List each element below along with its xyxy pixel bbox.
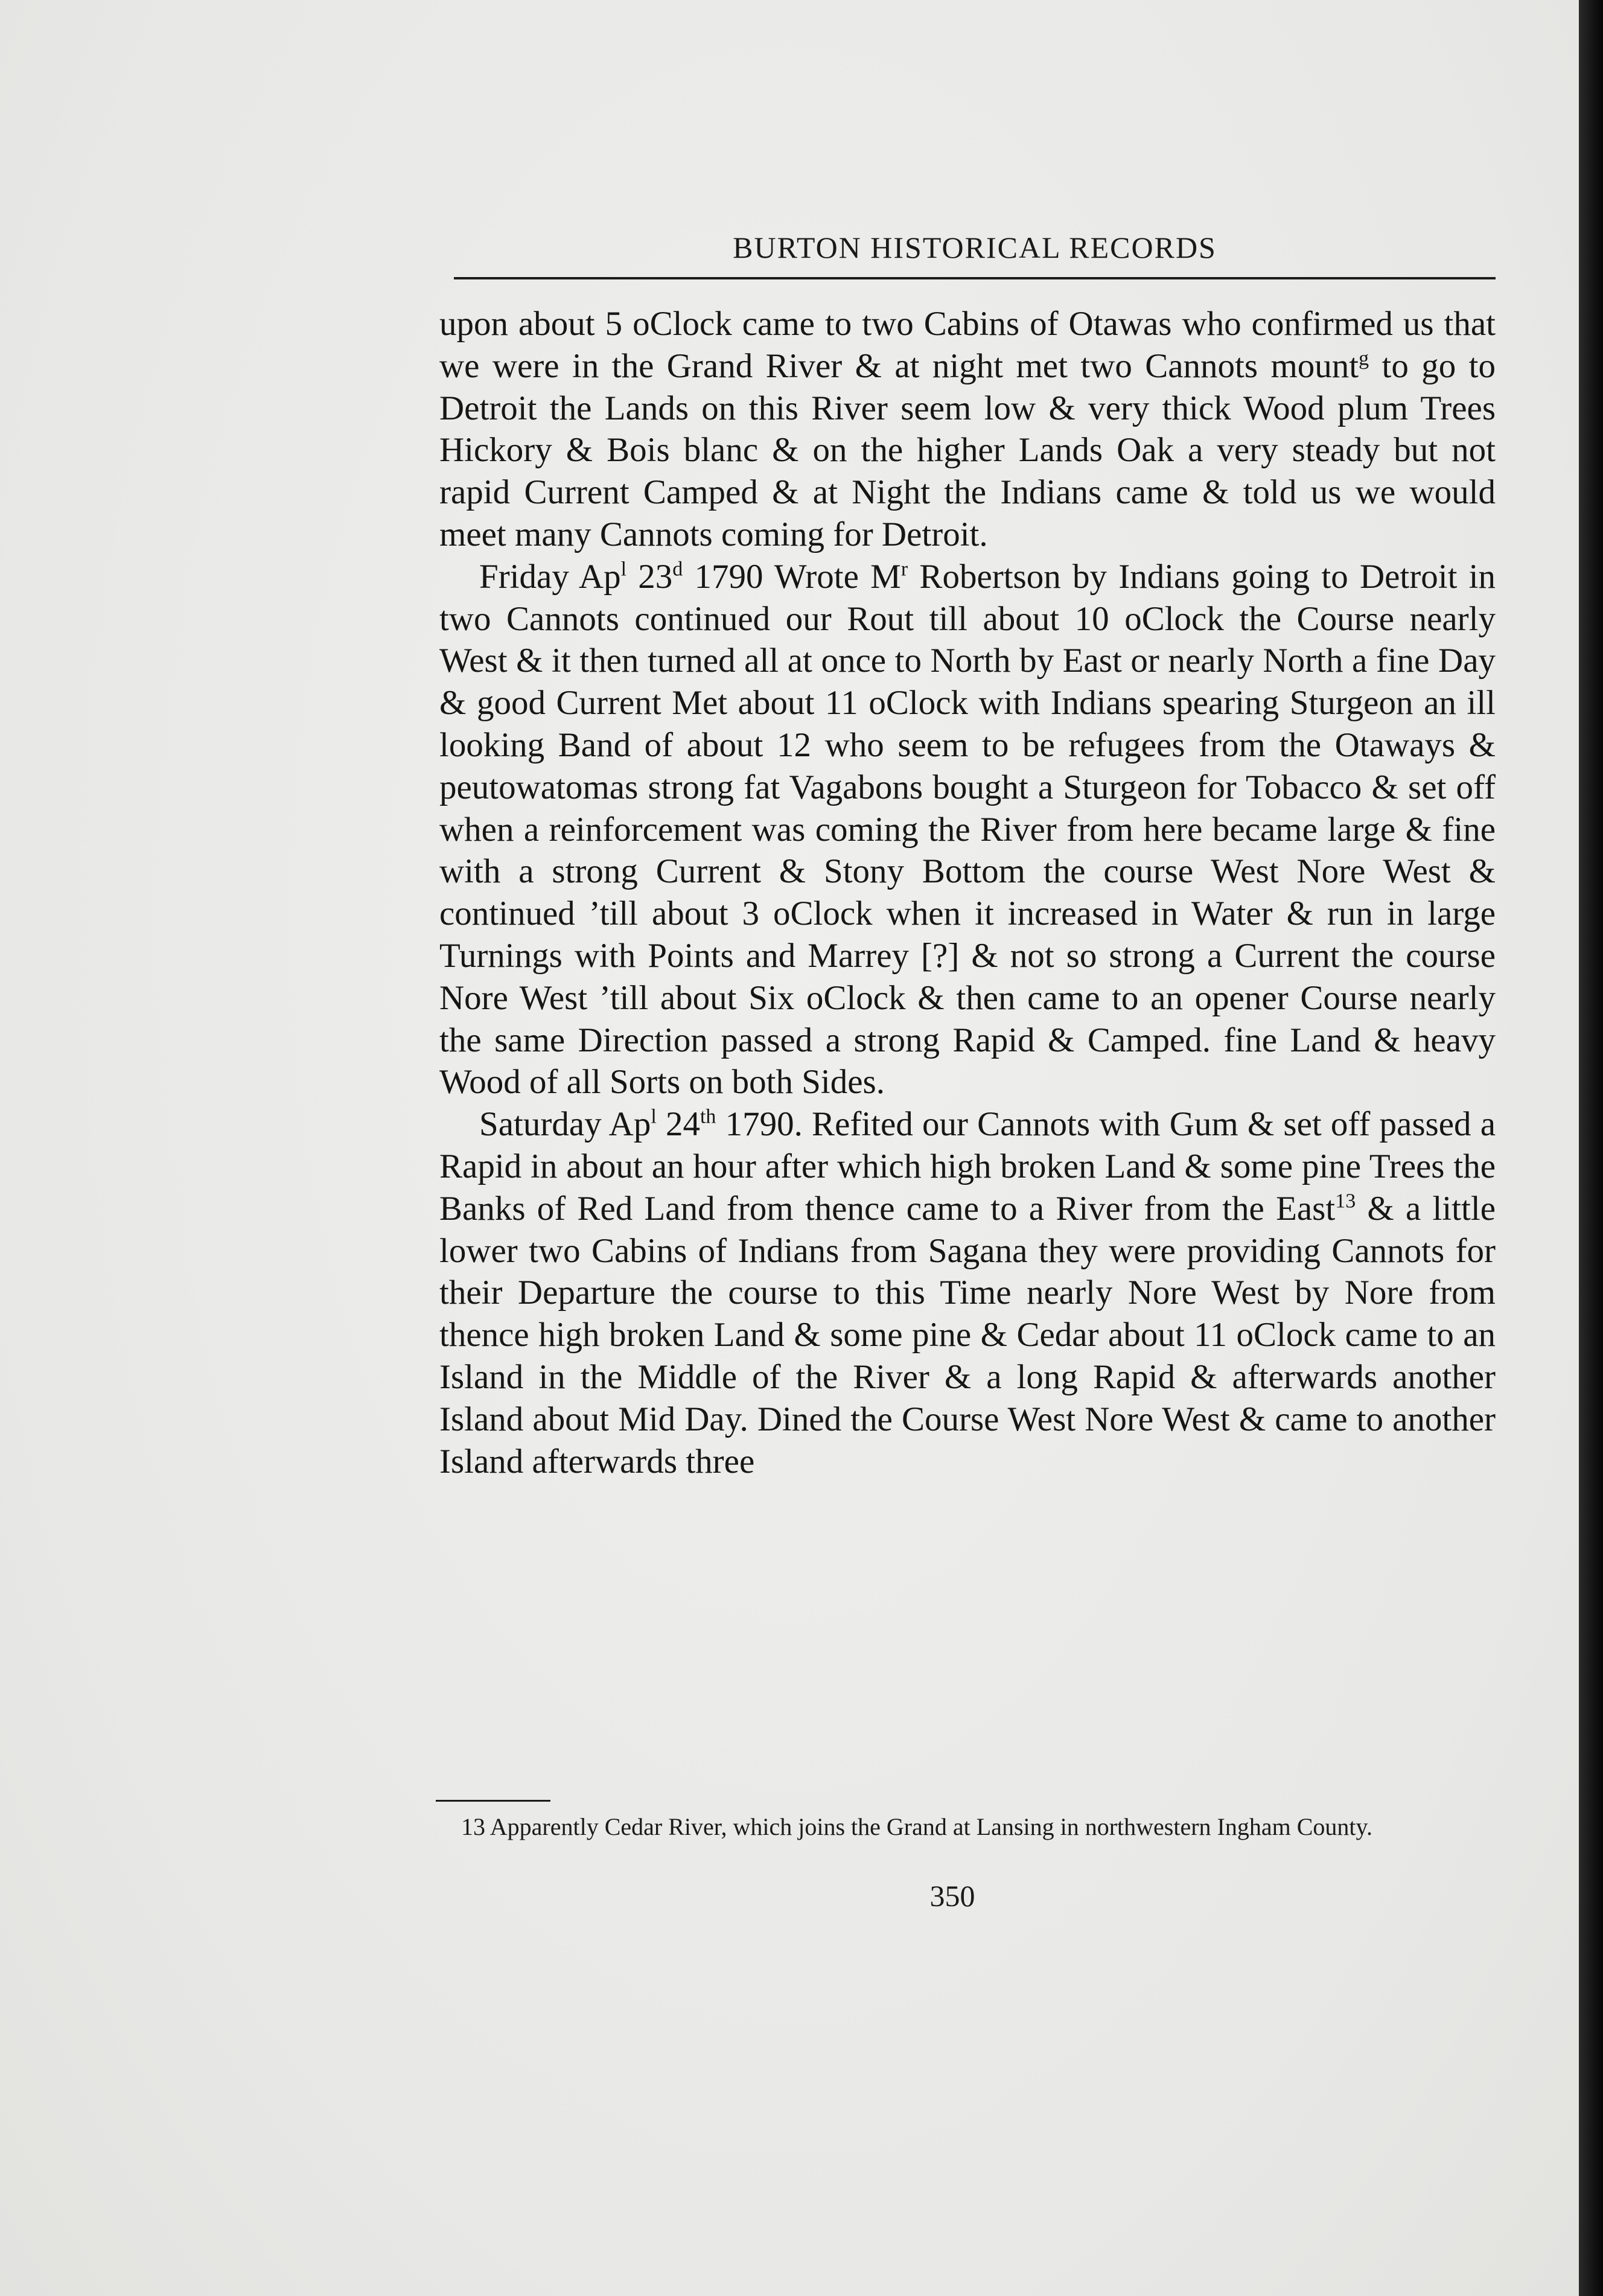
- paragraph-3-text: Saturday Ap: [479, 1105, 651, 1144]
- paragraph-2: [439, 556, 1496, 1103]
- page-number: 350: [929, 1879, 975, 1913]
- paragraph-3-text: & a little lower two Cabins of Indians from Sagana they were providing Cannots for their Departure the course to this Time nearly Nore West by Nore from thence high broken Land & some pine & Cedar about 11 oClock came to an Island in the Middle of the River & a long Rapid & afterwards another Island about Mid Day. Dined the Course West Nore West & came to another Island afterwards three: [439, 1189, 1496, 1481]
- superscript: g: [1359, 347, 1369, 370]
- superscript: l: [651, 1105, 657, 1128]
- paragraph-2-text: Robertson by Indians going to Detroit in two Cannots continued our Rout till about 10 oClock the Course nearly West & it then turned all at once to North by East or nearly North a fine Day & good Current Met about 11 oClock with Indians spearing Sturgeon an ill looking Band of about 12 who seem to be refugees from the Otaways & peutowatomas strong fat Vagabons bought a Sturgeon for Tobacco & set off when a reinforcement was coming the River from here became large & fine with a strong Current & Stony Bottom the course West Nore West & continued ’till about 3 oClock when it increased in Water & run in large Turnings with Points and Marrey [?] & not so strong a Current the course Nore West ’till about Six oClock & then came to an opener Course nearly the same Direction passed a strong Rapid & Camped. fine Land & heavy Wood of all Sorts on both Sides.: [439, 557, 1496, 1102]
- footnote-rule: [436, 1800, 550, 1802]
- superscript: th: [700, 1105, 716, 1128]
- running-title: BURTON HISTORICAL RECORDS: [733, 231, 1217, 264]
- body-text: [439, 303, 1496, 1482]
- scan-edge-shadow: [1579, 0, 1603, 2296]
- footnote-number: 13: [461, 1813, 485, 1840]
- running-head: [454, 226, 1496, 279]
- paragraph-1-text-cont: to go to Detroit the Lands on this River seem low & very thick Wood plum Trees Hickory & Bois blanc & on the higher Lands Oak a very steady but not rapid Current Camped & at Night the Indians came & told us we would meet many Cannots coming for Detroit.: [439, 346, 1496, 553]
- footnote-text: Apparently Cedar River, which joins the Grand at Lansing in northwestern Ingham County.: [485, 1813, 1372, 1840]
- paragraph-3-text: 24: [656, 1105, 700, 1144]
- footnote: [436, 1814, 1476, 1840]
- paragraph-2-text: Friday Ap: [479, 557, 621, 596]
- paragraph-2-text: 23: [626, 557, 673, 596]
- paragraph-3: [439, 1103, 1496, 1482]
- footnote-reference: 13: [1335, 1190, 1356, 1213]
- paragraph-2-text: 1790 Wrote M: [683, 557, 901, 596]
- paragraph-1: [439, 303, 1496, 556]
- superscript: l: [620, 558, 627, 581]
- paragraph-1-text: upon about 5 oClock came to two Cabins of Otawas who confirmed us that we were in the Grand River & at night met two Cannots mount: [439, 305, 1496, 385]
- superscript: r: [900, 558, 908, 581]
- paragraph-3-text: 1790. Refited our Cannots with Gum & set off passed a Rapid in about an hour after which high broken Land & some pine Trees the Banks of Red Land from thence came to a River from the East: [439, 1105, 1496, 1228]
- superscript: d: [672, 558, 683, 581]
